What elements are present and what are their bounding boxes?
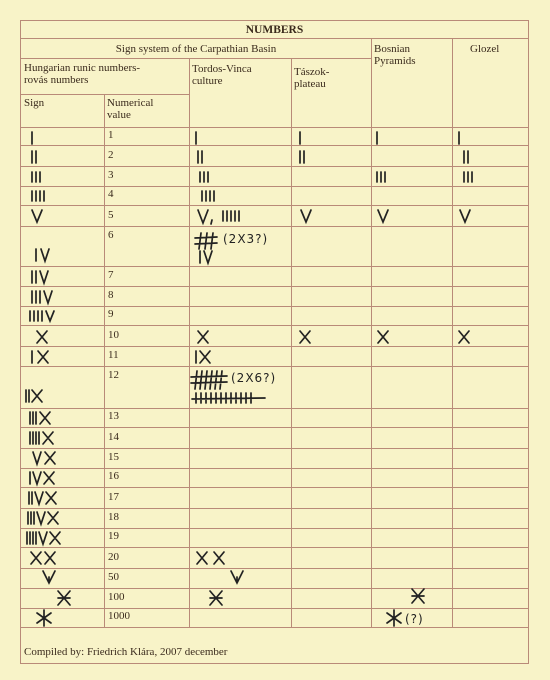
- bosnian-header: Bosnian Pyramids: [374, 43, 416, 67]
- rune-sign-4: [29, 189, 51, 203]
- bosnian-note-1000: (?): [405, 612, 424, 626]
- rune-sign-19: [24, 530, 66, 546]
- value-cell: 3: [108, 169, 114, 181]
- taszok-sign-5: [300, 209, 320, 223]
- rune-sign-1: [29, 131, 49, 145]
- rule: [291, 58, 292, 627]
- tordos-header: Tordos-Vinca culture: [192, 63, 252, 87]
- glozel-sign-10: [457, 329, 475, 345]
- tordos-note-12: (2X6?): [231, 371, 277, 385]
- tordos-sign-2: [195, 150, 215, 164]
- value-cell: 15: [108, 451, 119, 463]
- rule: [189, 58, 190, 627]
- bosnian-sign-100: [409, 587, 429, 605]
- rule: [21, 58, 371, 59]
- group-header: Sign system of the Carpathian Basin: [115, 43, 277, 55]
- rune-sign-100: [55, 589, 75, 607]
- glozel-sign-1: [456, 131, 476, 145]
- taszok-sign-1: [297, 131, 317, 145]
- value-cell: 9: [108, 308, 114, 320]
- value-cell: 1: [108, 129, 114, 141]
- glozel-sign-2: [461, 150, 481, 164]
- taszok-sign-10: [298, 329, 316, 345]
- bosnian-sign-1: [374, 131, 394, 145]
- tordos-sign-10: [196, 329, 214, 345]
- rune-sign-8: [29, 290, 57, 304]
- tordos-sign-20: [195, 550, 231, 566]
- tordos-sign-1: [193, 131, 213, 145]
- rune-sign-20: [29, 550, 61, 566]
- rune-sign-16: [27, 470, 61, 486]
- glozel-sign-3: [461, 170, 481, 184]
- rune-sign-14: [27, 430, 59, 446]
- tordos-sign-50: [229, 569, 249, 585]
- numbers-table: [20, 20, 529, 664]
- rule: [371, 38, 372, 627]
- rune-sign-11: [29, 349, 55, 365]
- glozel-sign-5: [459, 209, 479, 223]
- rune-sign-17: [26, 490, 62, 506]
- rule: [21, 94, 189, 95]
- rune-sign-1000: [35, 609, 57, 627]
- rule: [104, 94, 105, 627]
- value-cell: 1000: [108, 610, 130, 622]
- bosnian-sign-3: [374, 170, 394, 184]
- value-cell: 11: [108, 349, 119, 361]
- value-cell: 13: [108, 410, 119, 422]
- hungarian-header: Hungarian runic numbers- rovás numbers: [24, 62, 141, 86]
- glozel-header: Glozel: [470, 43, 500, 55]
- value-cell: 10: [108, 329, 119, 341]
- rune-sign-12: [24, 388, 50, 404]
- value-cell: 16: [108, 470, 119, 482]
- value-cell: 4: [108, 188, 114, 200]
- tordos-sign-6-grid: [193, 231, 219, 251]
- rune-sign-10: [35, 329, 53, 345]
- rune-sign-6: [33, 247, 57, 263]
- value-cell: 18: [108, 511, 119, 523]
- rule: [21, 627, 528, 628]
- bosnian-sign-5: [377, 209, 397, 223]
- table-title: NUMBERS: [245, 24, 304, 36]
- value-header: Numerical value: [107, 97, 154, 121]
- tordos-sign-11: [193, 349, 217, 365]
- rune-sign-3: [29, 170, 49, 184]
- value-cell: 50: [108, 571, 119, 583]
- value-cell: 19: [108, 530, 119, 542]
- tordos-sign-100: [207, 589, 227, 607]
- value-cell: 17: [108, 491, 119, 503]
- tordos-sign-4: [199, 189, 221, 203]
- tordos-sign-12-grid: [189, 369, 231, 391]
- taszok-header: Tászok- plateau: [294, 66, 330, 90]
- rune-sign-18: [25, 510, 65, 526]
- value-cell: 2: [108, 149, 114, 161]
- bosnian-sign-10: [376, 329, 394, 345]
- value-cell: 20: [108, 551, 119, 563]
- rule: [452, 38, 453, 627]
- value-cell: 5: [108, 209, 114, 221]
- rune-sign-7: [29, 270, 55, 284]
- value-cell: 12: [108, 369, 119, 381]
- sign-header: Sign: [24, 97, 45, 109]
- value-cell: 8: [108, 289, 114, 301]
- tordos-sign-12-tally: [191, 391, 271, 405]
- compiled-by-footer: Compiled by: Friedrich Klára, 2007 december: [24, 646, 228, 658]
- rune-sign-13: [27, 410, 57, 426]
- taszok-sign-2: [297, 150, 317, 164]
- value-cell: 6: [108, 229, 114, 241]
- rune-sign-50: [41, 569, 61, 585]
- value-cell: 14: [108, 431, 119, 443]
- rune-sign-2: [29, 150, 49, 164]
- value-cell: 7: [108, 269, 114, 281]
- rune-sign-15: [31, 450, 63, 466]
- rune-sign-5: [31, 209, 51, 223]
- tordos-sign-5: [197, 209, 267, 225]
- tordos-sign-6: [197, 250, 219, 264]
- bosnian-sign-1000: [385, 609, 407, 627]
- tordos-note-6: (2X3?): [223, 232, 269, 246]
- value-cell: 100: [108, 591, 125, 603]
- rune-sign-9: [27, 309, 59, 323]
- tordos-sign-3: [197, 170, 217, 184]
